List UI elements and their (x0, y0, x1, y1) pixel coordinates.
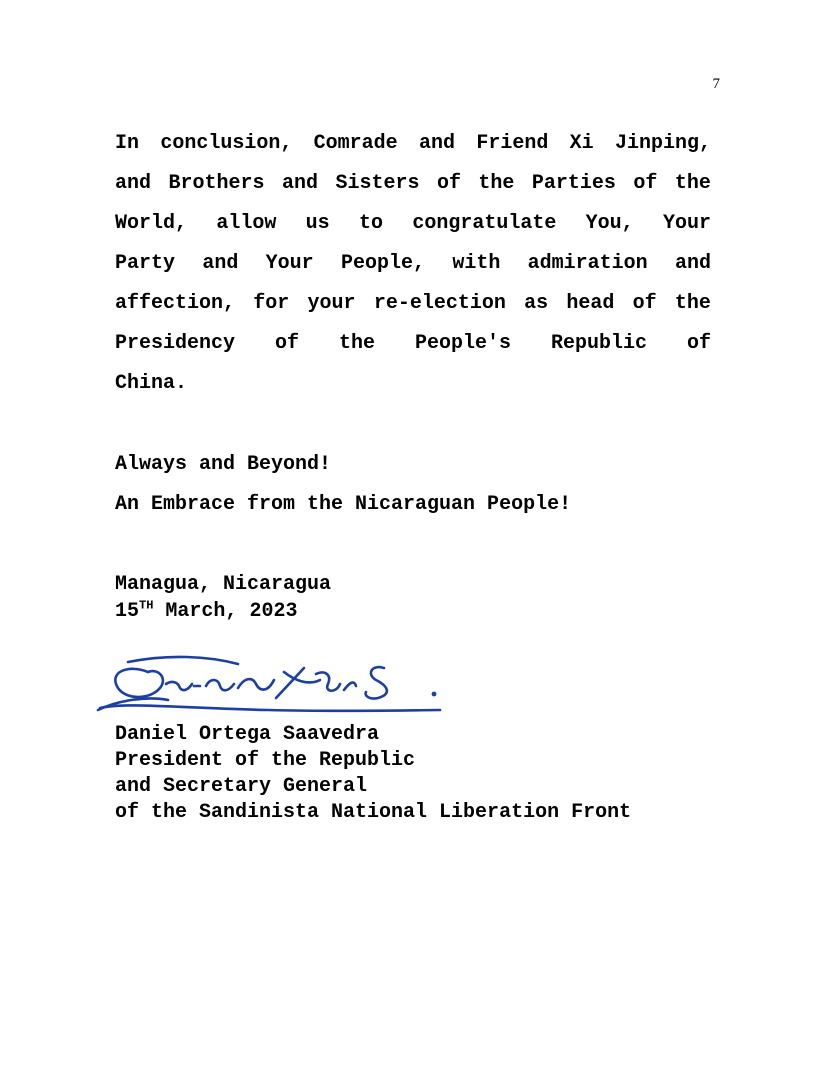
paragraph-line (115, 330, 711, 358)
handwritten-signature (88, 650, 448, 730)
paragraph-word: Party (115, 252, 176, 275)
page-number: 7 (712, 76, 720, 92)
paragraph-word: Brothers (168, 172, 265, 195)
paragraph-word: In (115, 132, 140, 155)
paragraph-word: Parties (531, 172, 616, 195)
paragraph-word: the (478, 172, 515, 195)
paragraph-word: People, (340, 252, 425, 275)
paragraph-line (115, 170, 711, 198)
paragraph-word: Xi (569, 132, 594, 155)
paragraph-word: the (674, 172, 711, 195)
paragraph-word: Your (265, 252, 314, 275)
paragraph-word: admiration (527, 252, 648, 275)
paragraph-line (115, 130, 711, 158)
paragraph-word: allow (216, 212, 277, 235)
paragraph-word: of (633, 172, 658, 195)
paragraph-word: conclusion, (160, 132, 293, 155)
paragraph-word: and (115, 172, 152, 195)
paragraph-word: affection, (115, 292, 236, 315)
paragraph-word: to (358, 212, 383, 235)
signatory-name: Daniel Ortega Saavedra (115, 723, 380, 746)
paragraph-word: congratulate (412, 212, 557, 235)
date-rest: March, 2023 (153, 600, 298, 623)
paragraph-word: for (253, 292, 290, 315)
paragraph-word: head (566, 292, 615, 315)
paragraph-word: the (674, 292, 711, 315)
paragraph-word: and (674, 252, 711, 275)
date-day-suffix: TH (139, 598, 154, 613)
date-line (115, 598, 297, 626)
paragraph-word: us (305, 212, 330, 235)
paragraph-word: Comrade (313, 132, 398, 155)
paragraph-word: Jinping, (614, 132, 711, 155)
paragraph-line (115, 210, 711, 238)
paragraph-word: Presidency (115, 332, 236, 355)
paragraph-word: Republic (550, 332, 647, 355)
paragraph-word: and (202, 252, 239, 275)
paragraph-word: re-election (373, 292, 506, 315)
paragraph-word: of (686, 332, 711, 355)
paragraph-word: as (524, 292, 549, 315)
paragraph-word: China. (115, 372, 188, 395)
closing-line-2: An Embrace from the Nicaraguan People! (115, 493, 572, 516)
signatory-title-3: of the Sandinista National Liberation Front (115, 801, 632, 824)
date-day: 15 (115, 600, 140, 623)
paragraph-word: and (281, 172, 318, 195)
paragraph-line (115, 290, 711, 318)
paragraph-line (115, 250, 711, 278)
paragraph-word: of (436, 172, 461, 195)
paragraph-word: of (275, 332, 300, 355)
signatory-title-1: President of the Republic (115, 749, 416, 772)
paragraph-word: the (338, 332, 375, 355)
paragraph-word: of (632, 292, 657, 315)
paragraph-word: and (419, 132, 456, 155)
paragraph-line (115, 370, 711, 398)
closing-line-1: Always and Beyond! (115, 453, 332, 476)
paragraph-word: Friend (476, 132, 549, 155)
paragraph-word: Your (662, 212, 711, 235)
paragraph-word: People's (414, 332, 511, 355)
paragraph-word: Sisters (335, 172, 420, 195)
place-line: Managua, Nicaragua (115, 573, 332, 596)
paragraph-word: You, (585, 212, 634, 235)
signatory-title-2: and Secretary General (115, 775, 368, 798)
paragraph-word: your (307, 292, 356, 315)
paragraph-word: World, (115, 212, 188, 235)
paragraph-word: with (452, 252, 501, 275)
